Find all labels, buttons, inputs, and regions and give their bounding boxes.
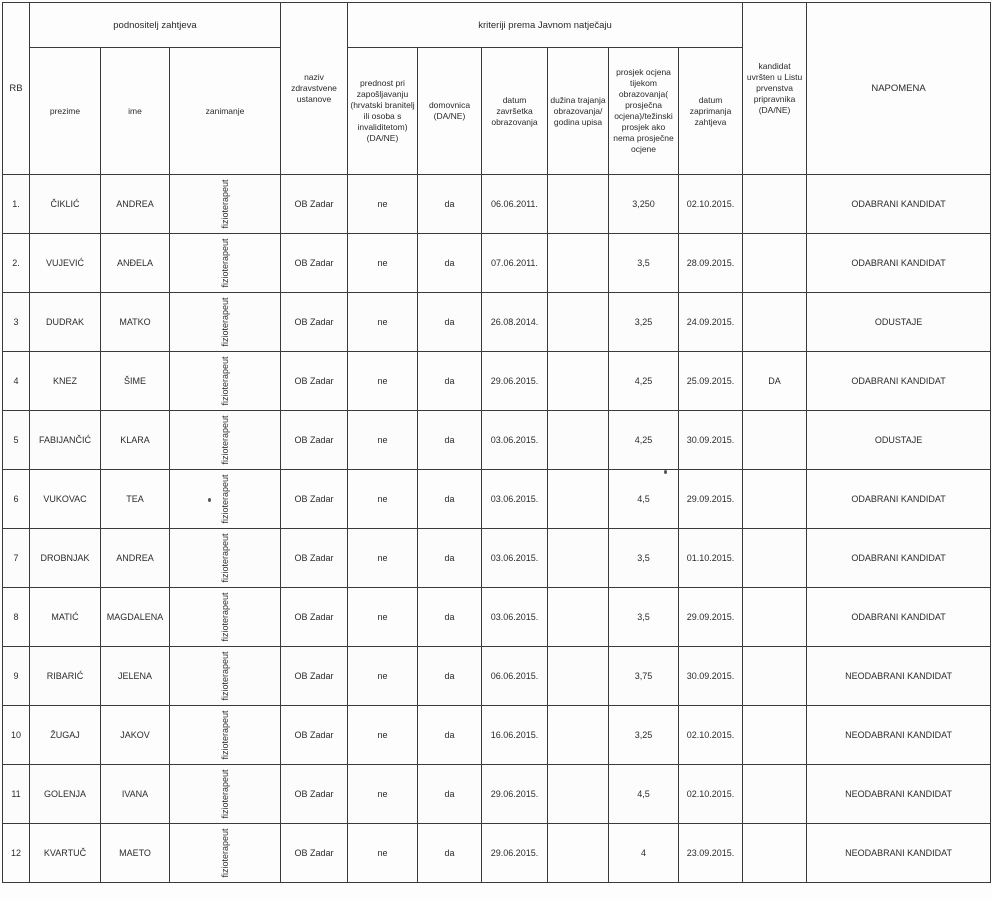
occupation-text: fizioterapeut — [220, 592, 230, 642]
cell-surname: FABIJANČIĆ — [30, 411, 101, 470]
cell-occupation — [170, 470, 281, 529]
cell-surname: ČIKLIĆ — [30, 175, 101, 234]
cell-priority: ne — [348, 706, 418, 765]
header-rb: RB — [3, 3, 30, 175]
cell-note: ODABRANI KANDIDAT — [807, 234, 991, 293]
cell-name: KLARA — [101, 411, 170, 470]
table-row — [3, 293, 991, 352]
cell-residence: da — [418, 529, 482, 588]
cell-occupation — [170, 352, 281, 411]
cell-name: IVANA — [101, 765, 170, 824]
cell-study-duration — [548, 706, 609, 765]
cell-occupation — [170, 706, 281, 765]
table-row — [3, 411, 991, 470]
cell-residence: da — [418, 175, 482, 234]
cell-institution: OB Zadar — [281, 234, 348, 293]
header-surname: prezime — [30, 48, 101, 175]
cell-received-date: 02.10.2015. — [679, 706, 743, 765]
cell-note: ODUSTAJE — [807, 411, 991, 470]
cell-surname: ŽUGAJ — [30, 706, 101, 765]
header-occupation: zanimanje — [170, 48, 281, 175]
occupation-text: fizioterapeut — [220, 710, 230, 760]
cell-priority: ne — [348, 765, 418, 824]
cell-completion-date: 26.08.2014. — [482, 293, 548, 352]
cell-included: DA — [743, 352, 807, 411]
table-row — [3, 352, 991, 411]
cell-occupation — [170, 824, 281, 883]
cell-residence: da — [418, 647, 482, 706]
cell-institution: OB Zadar — [281, 470, 348, 529]
cell-study-duration — [548, 411, 609, 470]
table-row — [3, 706, 991, 765]
cell-study-duration — [548, 470, 609, 529]
occupation-text: fizioterapeut — [220, 533, 230, 583]
table-header — [3, 3, 991, 175]
cell-included — [743, 765, 807, 824]
cell-name: MAETO — [101, 824, 170, 883]
header-institution: naziv zdravstvene ustanove — [281, 3, 348, 175]
cell-name: JAKOV — [101, 706, 170, 765]
cell-name: ANDREA — [101, 529, 170, 588]
cell-grade-average: 4,5 — [609, 470, 679, 529]
cell-included — [743, 293, 807, 352]
cell-grade-average: 4,25 — [609, 352, 679, 411]
cell-occupation — [170, 411, 281, 470]
header-name: ime — [101, 48, 170, 175]
cell-surname: DUDRAK — [30, 293, 101, 352]
cell-institution: OB Zadar — [281, 824, 348, 883]
cell-name: ANĐELA — [101, 234, 170, 293]
cell-occupation — [170, 293, 281, 352]
cell-received-date: 29.09.2015. — [679, 588, 743, 647]
cell-rb: 2. — [3, 234, 30, 293]
cell-residence: da — [418, 411, 482, 470]
cell-surname: KVARTUČ — [30, 824, 101, 883]
cell-included — [743, 234, 807, 293]
cell-completion-date: 03.06.2015. — [482, 411, 548, 470]
cell-grade-average: 4,5 — [609, 765, 679, 824]
header-applicant-group: podnositelj zahtjeva — [30, 3, 281, 48]
cell-name: JELENA — [101, 647, 170, 706]
cell-institution: OB Zadar — [281, 175, 348, 234]
cell-rb: 11 — [3, 765, 30, 824]
cell-rb: 9 — [3, 647, 30, 706]
scan-speck — [208, 498, 211, 502]
cell-grade-average: 4,25 — [609, 411, 679, 470]
cell-note: ODABRANI KANDIDAT — [807, 588, 991, 647]
cell-surname: MATIĆ — [30, 588, 101, 647]
table-row — [3, 529, 991, 588]
cell-study-duration — [548, 352, 609, 411]
cell-priority: ne — [348, 529, 418, 588]
occupation-text: fizioterapeut — [220, 474, 230, 524]
cell-rb: 12 — [3, 824, 30, 883]
cell-priority: ne — [348, 293, 418, 352]
cell-study-duration — [548, 765, 609, 824]
header-grade-average: prosjek ocjena tijekom obrazovanja( prosječna ocjena)/težinski prosjek ako nema prosječne ocjene — [609, 48, 679, 175]
cell-surname: RIBARIĆ — [30, 647, 101, 706]
cell-received-date: 30.09.2015. — [679, 647, 743, 706]
cell-received-date: 28.09.2015. — [679, 234, 743, 293]
cell-grade-average: 3,25 — [609, 293, 679, 352]
occupation-text: fizioterapeut — [220, 238, 230, 288]
cell-priority: ne — [348, 647, 418, 706]
header-priority: prednost pri zapošljavanju (hrvatski branitelj ili osoba s invaliditetom) (DA/NE) — [348, 48, 418, 175]
cell-priority: ne — [348, 411, 418, 470]
cell-grade-average: 3,75 — [609, 647, 679, 706]
cell-received-date: 23.09.2015. — [679, 824, 743, 883]
cell-residence: da — [418, 234, 482, 293]
cell-note: ODABRANI KANDIDAT — [807, 352, 991, 411]
cell-included — [743, 824, 807, 883]
cell-institution: OB Zadar — [281, 765, 348, 824]
cell-occupation — [170, 588, 281, 647]
cell-residence: da — [418, 352, 482, 411]
cell-received-date: 25.09.2015. — [679, 352, 743, 411]
cell-completion-date: 07.06.2011. — [482, 234, 548, 293]
cell-residence: da — [418, 706, 482, 765]
occupation-text: fizioterapeut — [220, 415, 230, 465]
scan-speck — [664, 470, 667, 474]
header-residence: domovnica (DA/NE) — [418, 48, 482, 175]
cell-priority: ne — [348, 234, 418, 293]
cell-included — [743, 706, 807, 765]
cell-study-duration — [548, 647, 609, 706]
cell-note: NEODABRANI KANDIDAT — [807, 706, 991, 765]
cell-institution: OB Zadar — [281, 352, 348, 411]
cell-note: ODABRANI KANDIDAT — [807, 470, 991, 529]
cell-occupation — [170, 234, 281, 293]
header-included: kandidat uvršten u Listu prvenstva pripravnika (DA/NE) — [743, 3, 807, 175]
occupation-text: fizioterapeut — [220, 297, 230, 347]
cell-residence: da — [418, 824, 482, 883]
occupation-text: fizioterapeut — [220, 769, 230, 819]
cell-completion-date: 03.06.2015. — [482, 588, 548, 647]
cell-surname: GOLENJA — [30, 765, 101, 824]
cell-note: NEODABRANI KANDIDAT — [807, 765, 991, 824]
cell-rb: 6 — [3, 470, 30, 529]
cell-name: MAGDALENA — [101, 588, 170, 647]
cell-surname: VUJEVIĆ — [30, 234, 101, 293]
table-row — [3, 175, 991, 234]
cell-surname: DROBNJAK — [30, 529, 101, 588]
cell-name: ANDREA — [101, 175, 170, 234]
candidate-list-table — [2, 2, 991, 883]
cell-study-duration — [548, 175, 609, 234]
cell-completion-date: 16.06.2015. — [482, 706, 548, 765]
cell-study-duration — [548, 234, 609, 293]
cell-received-date: 24.09.2015. — [679, 293, 743, 352]
cell-completion-date: 29.06.2015. — [482, 765, 548, 824]
cell-completion-date: 29.06.2015. — [482, 352, 548, 411]
cell-priority: ne — [348, 175, 418, 234]
cell-grade-average: 4 — [609, 824, 679, 883]
cell-note: ODABRANI KANDIDAT — [807, 529, 991, 588]
cell-included — [743, 647, 807, 706]
cell-study-duration — [548, 293, 609, 352]
cell-priority: ne — [348, 352, 418, 411]
occupation-text: fizioterapeut — [220, 179, 230, 229]
cell-study-duration — [548, 529, 609, 588]
header-completion-date: datum završetka obrazovanja — [482, 48, 548, 175]
cell-received-date: 01.10.2015. — [679, 529, 743, 588]
occupation-text: fizioterapeut — [220, 828, 230, 878]
cell-included — [743, 470, 807, 529]
table-row — [3, 470, 991, 529]
cell-surname: KNEZ — [30, 352, 101, 411]
cell-included — [743, 175, 807, 234]
table-body — [3, 175, 991, 883]
cell-grade-average: 3,5 — [609, 588, 679, 647]
table-row — [3, 234, 991, 293]
cell-grade-average: 3,5 — [609, 234, 679, 293]
table-row — [3, 588, 991, 647]
cell-completion-date: 06.06.2015. — [482, 647, 548, 706]
cell-rb: 10 — [3, 706, 30, 765]
occupation-text: fizioterapeut — [220, 356, 230, 406]
cell-received-date: 29.09.2015. — [679, 470, 743, 529]
cell-occupation — [170, 529, 281, 588]
cell-institution: OB Zadar — [281, 293, 348, 352]
cell-included — [743, 411, 807, 470]
cell-note: ODUSTAJE — [807, 293, 991, 352]
cell-received-date: 30.09.2015. — [679, 411, 743, 470]
cell-institution: OB Zadar — [281, 411, 348, 470]
cell-received-date: 02.10.2015. — [679, 765, 743, 824]
cell-residence: da — [418, 765, 482, 824]
cell-note: NEODABRANI KANDIDAT — [807, 647, 991, 706]
cell-institution: OB Zadar — [281, 529, 348, 588]
cell-residence: da — [418, 470, 482, 529]
cell-rb: 4 — [3, 352, 30, 411]
cell-institution: OB Zadar — [281, 588, 348, 647]
header-study-duration: dužina trajanja obrazovanja/ godina upisa — [548, 48, 609, 175]
cell-received-date: 02.10.2015. — [679, 175, 743, 234]
cell-completion-date: 03.06.2015. — [482, 470, 548, 529]
cell-residence: da — [418, 293, 482, 352]
cell-occupation — [170, 175, 281, 234]
cell-priority: ne — [348, 824, 418, 883]
cell-note: ODABRANI KANDIDAT — [807, 175, 991, 234]
cell-grade-average: 3,250 — [609, 175, 679, 234]
cell-included — [743, 529, 807, 588]
table-row — [3, 765, 991, 824]
cell-rb: 7 — [3, 529, 30, 588]
cell-included — [743, 588, 807, 647]
cell-grade-average: 3,25 — [609, 706, 679, 765]
header-criteria-group: kriteriji prema Javnom natječaju — [348, 3, 743, 48]
cell-residence: da — [418, 588, 482, 647]
table-row — [3, 824, 991, 883]
cell-priority: ne — [348, 470, 418, 529]
cell-rb: 5 — [3, 411, 30, 470]
cell-name: TEA — [101, 470, 170, 529]
cell-rb: 8 — [3, 588, 30, 647]
cell-occupation — [170, 765, 281, 824]
cell-occupation — [170, 647, 281, 706]
header-received-date: datum zaprimanja zahtjeva — [679, 48, 743, 175]
cell-completion-date: 29.06.2015. — [482, 824, 548, 883]
cell-study-duration — [548, 588, 609, 647]
cell-rb: 3 — [3, 293, 30, 352]
occupation-text: fizioterapeut — [220, 651, 230, 701]
cell-completion-date: 03.06.2015. — [482, 529, 548, 588]
cell-institution: OB Zadar — [281, 647, 348, 706]
cell-surname: VUKOVAC — [30, 470, 101, 529]
cell-name: ŠIME — [101, 352, 170, 411]
cell-completion-date: 06.06.2011. — [482, 175, 548, 234]
cell-note: NEODABRANI KANDIDAT — [807, 824, 991, 883]
header-note: NAPOMENA — [807, 3, 991, 175]
cell-study-duration — [548, 824, 609, 883]
table-row — [3, 647, 991, 706]
cell-institution: OB Zadar — [281, 706, 348, 765]
cell-priority: ne — [348, 588, 418, 647]
cell-name: MATKO — [101, 293, 170, 352]
cell-rb: 1. — [3, 175, 30, 234]
cell-grade-average: 3,5 — [609, 529, 679, 588]
